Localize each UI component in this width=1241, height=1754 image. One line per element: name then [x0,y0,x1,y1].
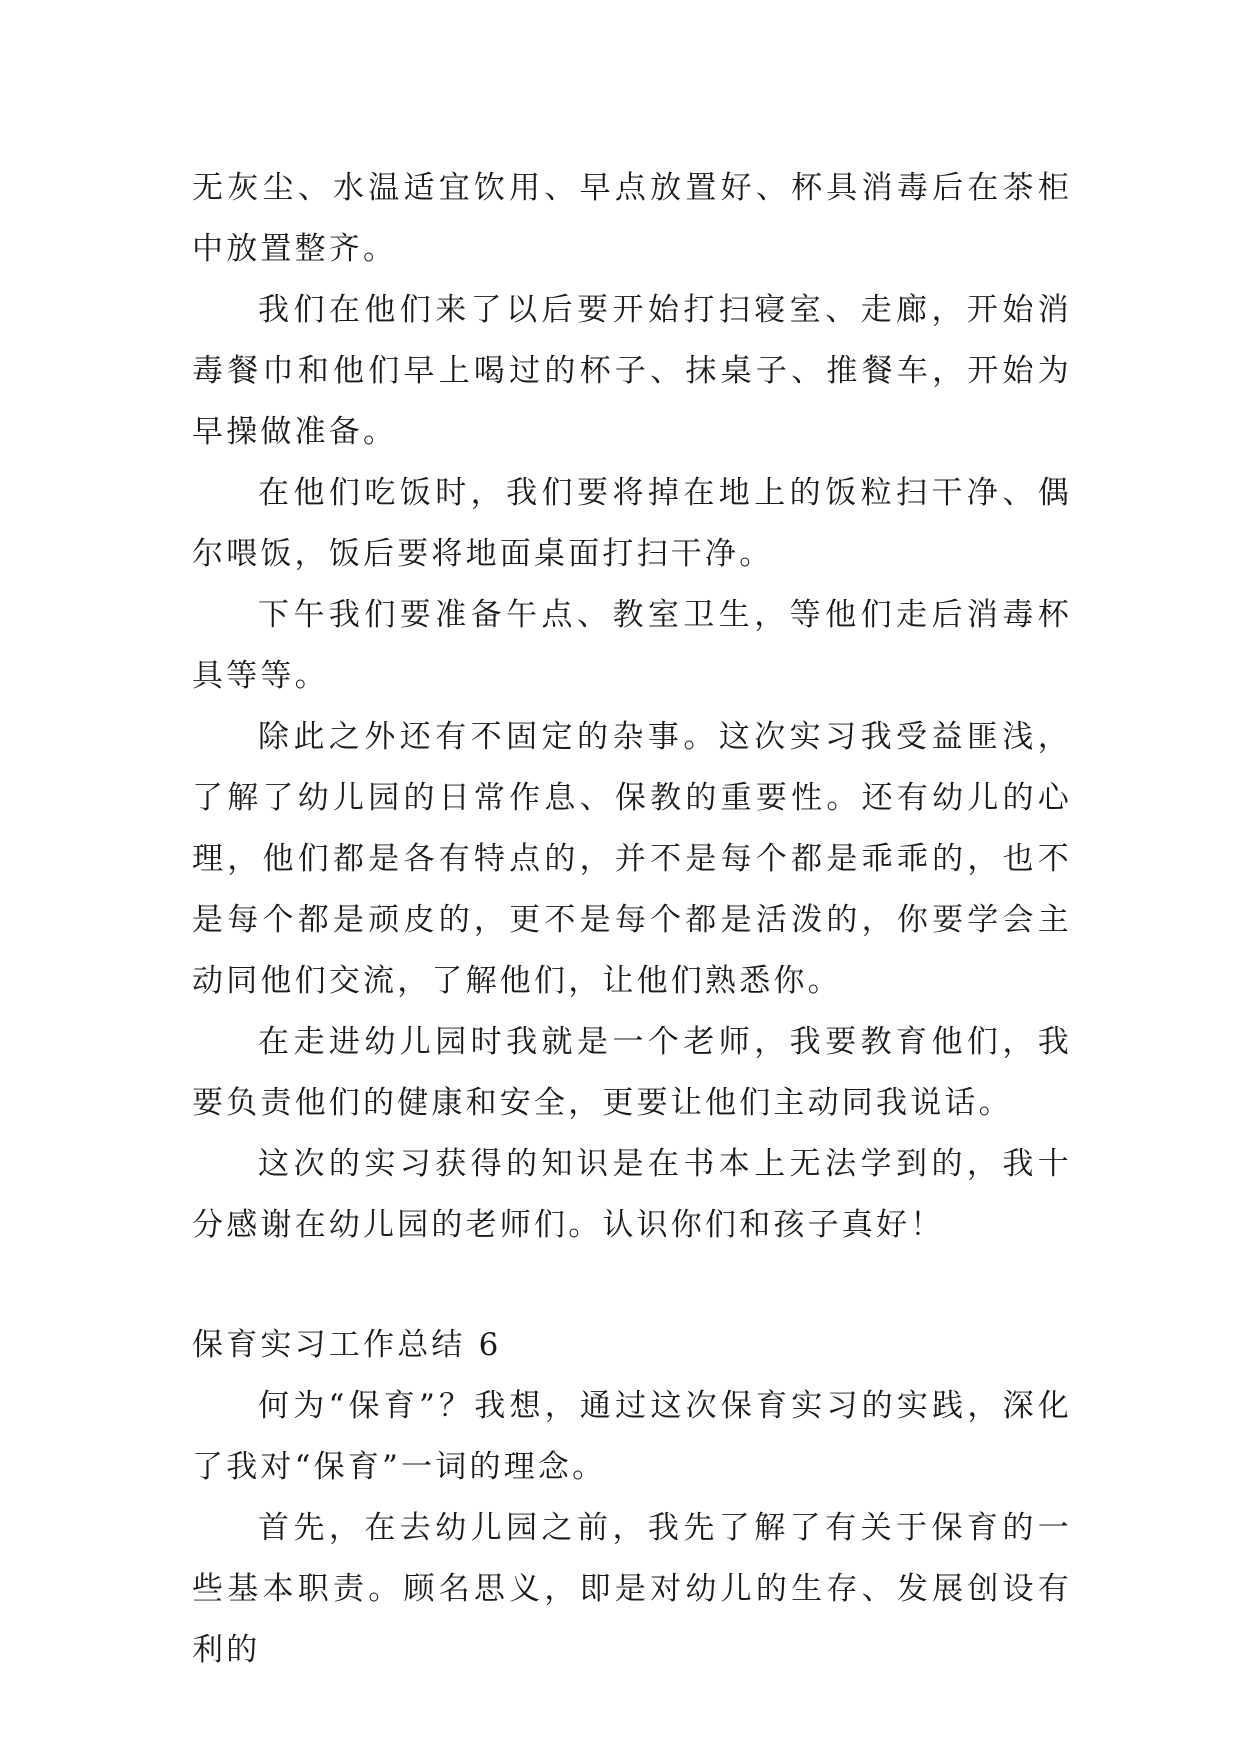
paragraph: 除此之外还有不固定的杂事。这次实习我受益匪浅，了解了幼儿园的日常作息、保教的重要性。还有幼儿的心理，他们都是各有特点的，并不是每个都是乖乖的，也不是每个都是顽皮的，更不是每个都是活泼的，你要学会主动同他们交流，了解他们，让他们熟悉你。 [192,719,1072,999]
paragraph-continuation: 无灰尘、水温适宜饮用、早点放置好、杯具消毒后在茶柜中放置整齐。 [192,170,1072,267]
paragraph: 我们在他们来了以后要开始打扫寝室、走廊，开始消毒餐巾和他们早上喝过的杯子、抹桌子、推餐车，开始为早操做准备。 [192,292,1072,450]
section-heading: 保育实习工作总结 6 [192,1327,502,1363]
paragraph: 何为“保育”？我想，通过这次保育实习的实践，深化了我对“保育”一词的理念。 [192,1388,1072,1485]
document-body [192,158,1072,1681]
paragraph: 下午我们要准备午点、教室卫生，等他们走后消毒杯具等等。 [192,597,1072,694]
paragraph: 这次的实习获得的知识是在书本上无法学到的，我十分感谢在幼儿园的老师们。认识你们和孩子真好！ [192,1146,1072,1243]
paragraph: 在他们吃饭时，我们要将掉在地上的饭粒扫干净、偶尔喂饭，饭后要将地面桌面打扫干净。 [192,475,1072,572]
paragraph: 首先，在去幼儿园之前，我先了解了有关于保育的一些基本职责。顾名思义，即是对幼儿的生存、发展创设有利的 [192,1510,1072,1668]
paragraph: 在走进幼儿园时我就是一个老师，我要教育他们，我要负责他们的健康和安全，更要让他们主动同我说话。 [192,1024,1072,1121]
